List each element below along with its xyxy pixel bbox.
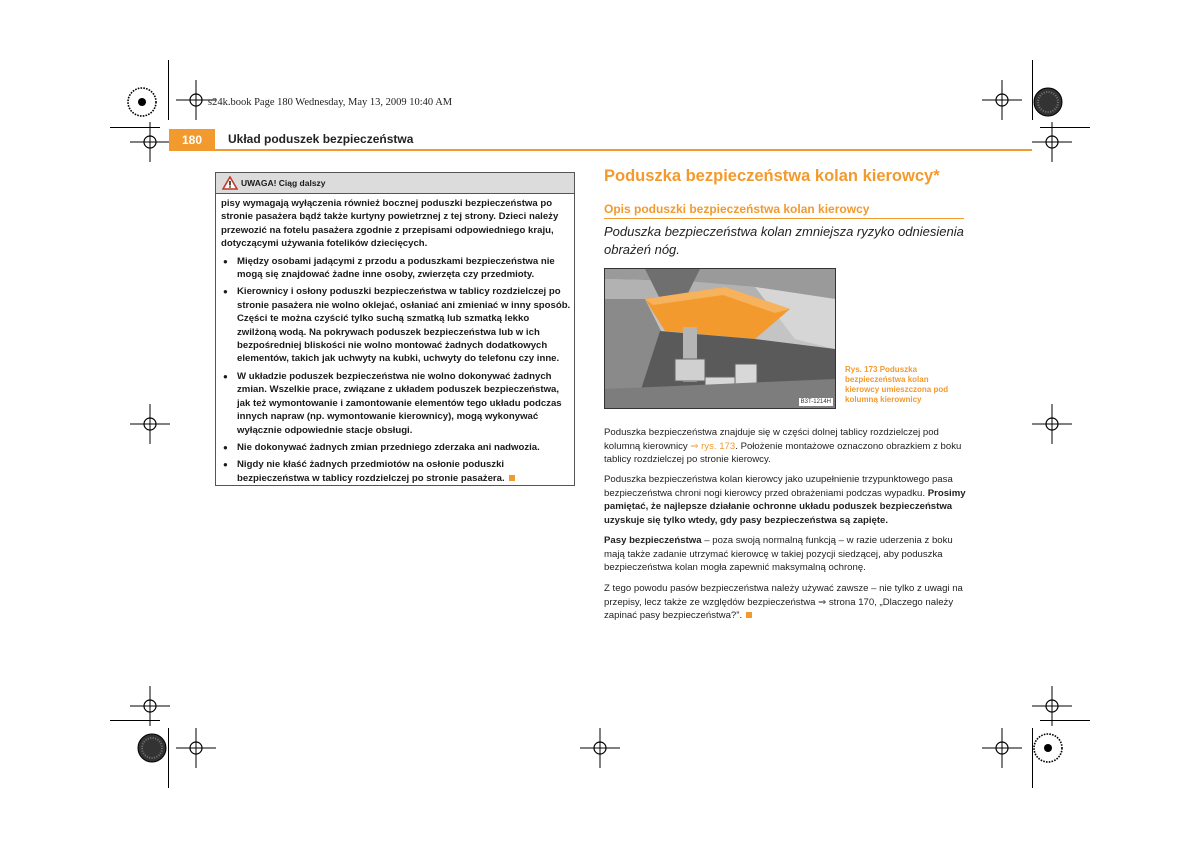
trim-line <box>1040 720 1090 721</box>
sub-heading: Opis poduszki bezpieczeństwa kolan kierowcy <box>604 202 870 216</box>
crosshair-mark-icon <box>1032 404 1072 444</box>
warning-header <box>216 173 574 194</box>
paragraph-1-text: Poduszka bezpieczeństwa znajduje się w części dolnej tablicy rozdzielczej pod kolumną kierownicy <box>604 427 939 452</box>
warning-bullet: ● W układzie poduszek bezpieczeństwa nie wolno dokonywać żadnych zmian. Wszelkie prace, związane z układem poduszek bezpieczeństwa, jak też wymontowanie i zamontowanie elementów tego układu podczas innych napraw (np. wymontowanie kierownicy), mogą wykonywać wyłącznie odpowiednie stacje obsługi. <box>221 370 571 437</box>
trim-line <box>110 720 160 721</box>
crosshair-mark-icon <box>982 728 1022 768</box>
registration-mark-icon <box>1028 82 1068 122</box>
end-marker-icon <box>746 612 752 618</box>
knee-airbag-figure <box>604 268 836 409</box>
knee-airbag-illustration-icon <box>605 269 835 408</box>
section-title: Układ poduszek bezpieczeństwa <box>228 132 414 146</box>
warning-bullet: ● Nie dokonywać żadnych zmian przedniego zderzaka ani nadwozia. <box>221 441 571 454</box>
warning-triangle-icon <box>222 176 238 190</box>
paragraph-1 <box>604 426 968 467</box>
trim-line <box>168 728 169 788</box>
paragraph-2 <box>604 473 968 527</box>
trim-line <box>1032 60 1033 120</box>
warning-bullet: ● Między osobami jadącymi z przodu a poduszkami bezpieczeństwa nie mogą się znajdować żadne inne osoby, zwierzęta czy przedmioty. <box>221 255 571 282</box>
registration-mark-icon <box>122 82 162 122</box>
crosshair-mark-icon <box>982 80 1022 120</box>
warning-paragraph: pisy wymagają wyłączenia również bocznej poduszki bezpieczeństwa po stronie pasażera bądź także kurtyny powietrznej z tej strony. Dzieci należy przewozić na fotelu pasażera zgodnie z przepisami odpowiedniego kraju, dotyczącymi używania fotelików dziecięcych. <box>221 198 559 250</box>
warning-bullet-text: Nigdy nie kłaść żadnych przedmiotów na osłonie poduszki bezpieczeństwa w tablicy rozdzielczej po stronie pasażera. <box>237 459 505 484</box>
paragraph-4 <box>604 582 968 623</box>
trim-line <box>168 60 169 120</box>
warning-box <box>215 172 575 486</box>
crosshair-mark-icon <box>130 122 170 162</box>
intro-text: Poduszka bezpieczeństwa kolan zmniejsza ryzyko odniesienia obrażeń nóg. <box>604 224 964 257</box>
main-heading: Poduszka bezpieczeństwa kolan kierowcy* <box>604 167 940 185</box>
paragraph-1-tail: . Położenie montażowe oznaczono obrazkiem z boku tablicy rozdzielczej po stronie kierowcy. <box>604 440 962 465</box>
paragraph-3-bold: Pasy bezpieczeństwa <box>604 535 702 546</box>
sub-heading-rule <box>604 218 964 219</box>
warning-body <box>221 197 571 489</box>
paragraph-2-bold: Prosimy pamiętać, że najlepsze działanie ochronne układu poduszek bezpieczeństwa uzyskuje się tylko wtedy, gdy pasy bezpieczeństwa są zapięte. <box>604 487 966 526</box>
print-slug: s24k.book Page 180 Wednesday, May 13, 2009 10:40 AM <box>208 97 453 108</box>
registration-mark-icon <box>132 728 172 768</box>
crosshair-mark-icon <box>580 728 620 768</box>
end-marker-icon <box>509 475 515 481</box>
warning-title: UWAGA! Ciąg dalszy <box>241 178 326 188</box>
crosshair-mark-icon <box>130 404 170 444</box>
paragraph-4-text: Z tego powodu pasów bezpieczeństwa należy używać zawsze – nie tylko z uwagi na przepisy, lecz także ze względów bezpieczeństwa ⇒ strona 170, „Dlaczego należy zapinać pasy bezpieczeństwa?”. <box>604 583 963 621</box>
trim-line <box>1032 728 1033 788</box>
crosshair-mark-icon <box>1032 122 1072 162</box>
figure-code: B3T-1214H <box>800 399 831 405</box>
paragraph-3-text: – poza swoją normalną funkcją – w razie uderzenia z boku mają także zadanie utrzymać kierowcę w takiej pozycji siedzącej, aby poduszka bezpieczeństwa kolan mogła zapewnić maksymalną ochronę. <box>604 535 953 573</box>
paragraph-2-text: Poduszka bezpieczeństwa kolan kierowcy jako uzupełnienie trzypunktowego pasa bezpieczeństwa chroni nogi kierowcy przed obrażeniami podczas wypadku. <box>604 474 953 499</box>
page-number: 180 <box>169 129 215 151</box>
paragraph-3 <box>604 534 968 575</box>
trim-line <box>1040 127 1090 128</box>
warning-bullet-last <box>221 458 571 485</box>
figure-link[interactable]: ⇒ rys. 173 <box>690 440 736 452</box>
figure-caption: Rys. 173 Poduszka bezpieczeństwa kolan kierowcy umieszczona pod kolumną kierownicy <box>845 365 949 404</box>
warning-bullet: ● Kierownicy i osłony poduszki bezpieczeństwa w tablicy rozdzielczej po stronie pasażera nie wolno oklejać, osłaniać ani zmieniać w inny sposób. Części te można czyścić tylko suchą szmatką lub szmatką lekko zwilżoną wodą. Na pokrywach poduszek bezpieczeństwa lub w ich bezpośredniej bliskości nie wolno montować żadnych dodatkowych elementów, takich jak uchwyty na kubki, uchwyty do telefonu czy inne. <box>221 285 571 365</box>
registration-mark-icon <box>1028 728 1068 768</box>
header-rule <box>169 149 1032 151</box>
trim-line <box>110 127 160 128</box>
crosshair-mark-icon <box>176 728 216 768</box>
